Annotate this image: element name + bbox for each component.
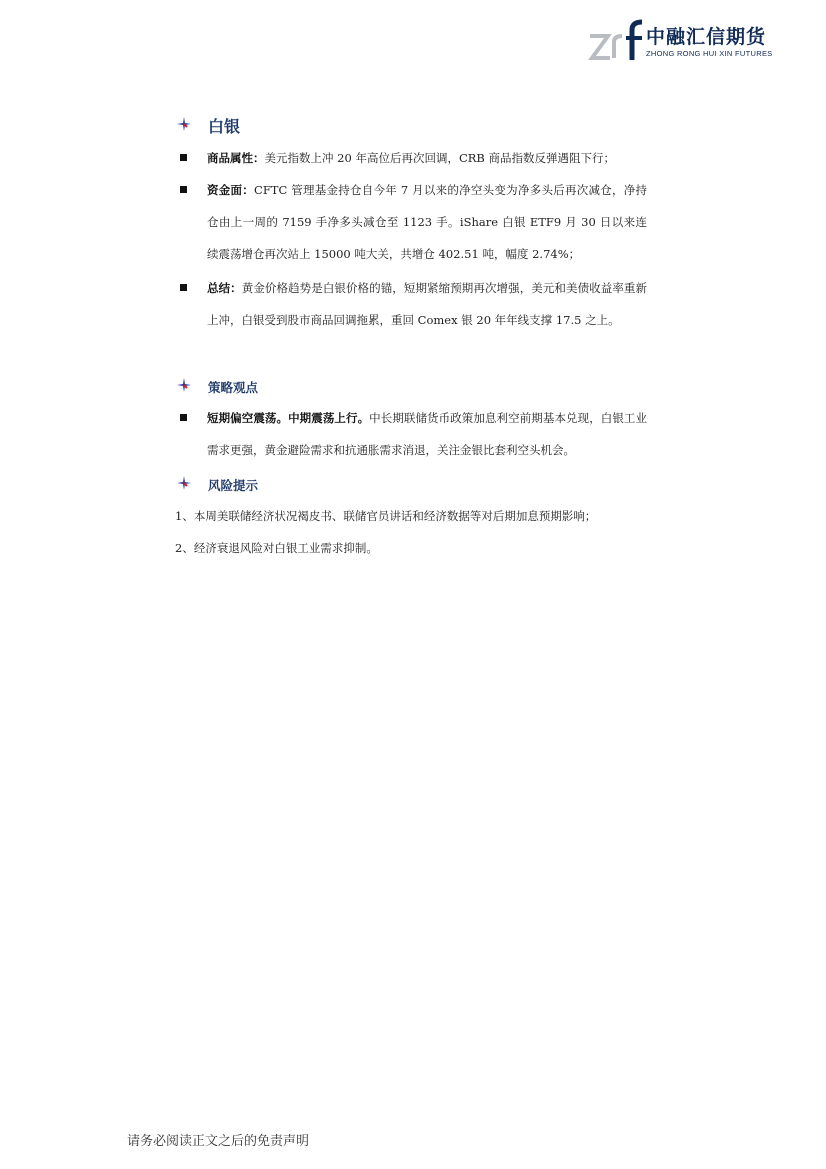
bullet-square: [180, 186, 187, 193]
four-point-star-icon: [177, 378, 191, 392]
four-point-star-icon: [177, 117, 191, 131]
item-capital-flow: [207, 174, 647, 270]
item-text: CFTC 管理基金持仓自今年 7 月以来的净空头变为净多头后再次减仓，净持仓由上一周的 7159 手净多头减仓至 1123 手。iShare 白银 ETF9 月 30 日以来连续震荡增仓再次站上 15000 吨大关，共增仓 402.51 吨，幅度 2.74%；: [207, 183, 648, 261]
item-text: 美元指数上冲 20 年高位后再次回调，CRB 商品指数反弹遇阻下行；: [264, 151, 616, 165]
item-label: 商品属性：: [207, 151, 265, 165]
item-text: 黄金价格趋势是白银价格的锚，短期紧缩预期再次增强，美元和美债收益率重新上冲，白银受到股市商品回调拖累，重回 Comex 银 20 年年线支撑 17.5 之上。: [207, 281, 648, 327]
company-logo: [588, 18, 778, 62]
four-point-star-icon: [177, 476, 191, 490]
bullet-square: [180, 414, 187, 421]
bullet-square: [180, 284, 187, 291]
strategy-item: [207, 402, 647, 466]
disclaimer-note: 请务必阅读正文之后的免责声明: [127, 1134, 310, 1149]
item-label: 资金面：: [207, 183, 255, 197]
zrf-logo-mark: [588, 18, 644, 62]
logo-name: 中融汇信期货: [646, 26, 767, 48]
bullet-square: [180, 154, 187, 161]
item-commodity-attribute: [207, 142, 647, 174]
strategy-label-mid: 中期震荡上行。: [288, 411, 370, 425]
section-title: 白银: [208, 117, 241, 136]
risk-line: 1、本周美联储经济状况褐皮书、联储官员讲话和经济数据等对后期加息预期影响；: [175, 509, 597, 523]
strategy-label-short: 短期偏空震荡。: [207, 411, 289, 425]
risk-line: 2、经济衰退风险对白银工业需求抑制。: [175, 541, 378, 555]
logo-subtitle: ZHONG RONG HUI XIN FUTURES: [646, 49, 773, 58]
item-label: 总结：: [207, 281, 242, 295]
risk-title: 风险提示: [208, 478, 259, 493]
strategy-title: 策略观点: [208, 380, 259, 395]
strategy-text: 中长期联储货币政策加息利空前期基本兑现，白银工业需求更强，黄金避险需求和抗通胀需求消退，关注金银比套利空头机会。: [207, 411, 648, 457]
item-summary: [207, 272, 647, 336]
